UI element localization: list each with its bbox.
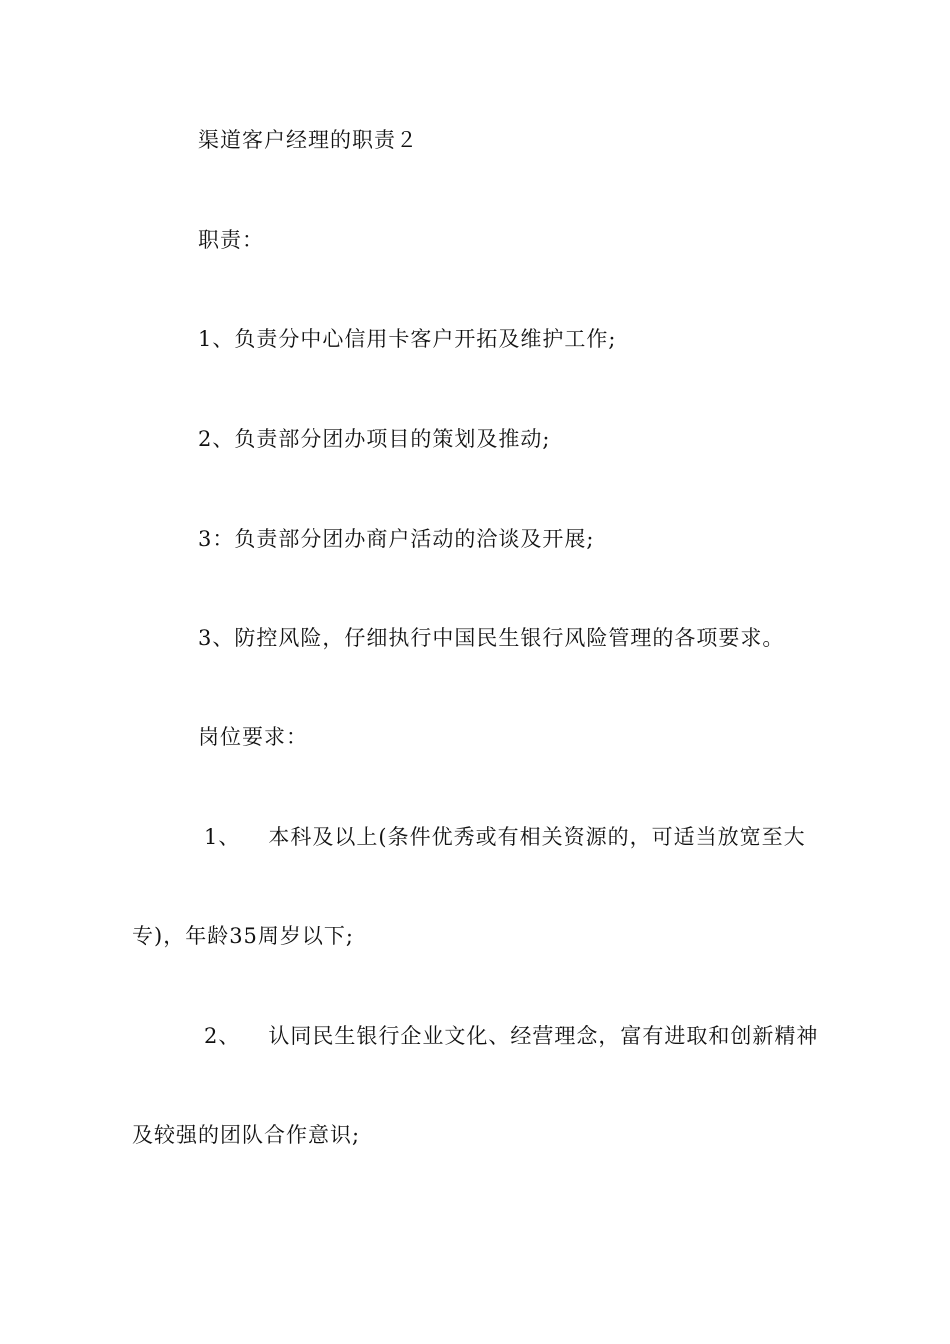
duty-item-1: 1、负责分中心信用卡客户开拓及维护工作; — [198, 327, 617, 351]
duty-item-2: 2、负责部分团办项目的策划及推动; — [198, 427, 551, 451]
duties-heading: 职责： — [198, 228, 264, 252]
requirement-item-1-number: 1、 — [204, 825, 241, 849]
document-title: 渠道客户经理的职责２ — [198, 128, 418, 152]
requirement-item-2-number: 2、 — [204, 1024, 241, 1048]
requirement-item-2-first-line — [204, 1021, 818, 1051]
requirement-item-1-text: 本科及以上(条件优秀或有相关资源的，可适当放宽至大 — [268, 825, 806, 849]
requirement-item-2-text: 认同民生银行企业文化、经营理念，富有进取和创新精神 — [268, 1024, 819, 1048]
duty-item-4: 3、防控风险，仔细执行中国民生银行风险管理的各项要求。 — [198, 626, 785, 650]
requirement-item-1-first-line — [204, 822, 806, 852]
duty-item-3: 3：负责部分团办商户活动的洽谈及开展; — [198, 527, 595, 551]
requirements-heading: 岗位要求： — [198, 725, 308, 749]
requirement-item-2-continuation: 及较强的团队合作意识; — [132, 1123, 361, 1147]
requirement-item-1-continuation: 专)，年龄35周岁以下; — [132, 924, 354, 948]
